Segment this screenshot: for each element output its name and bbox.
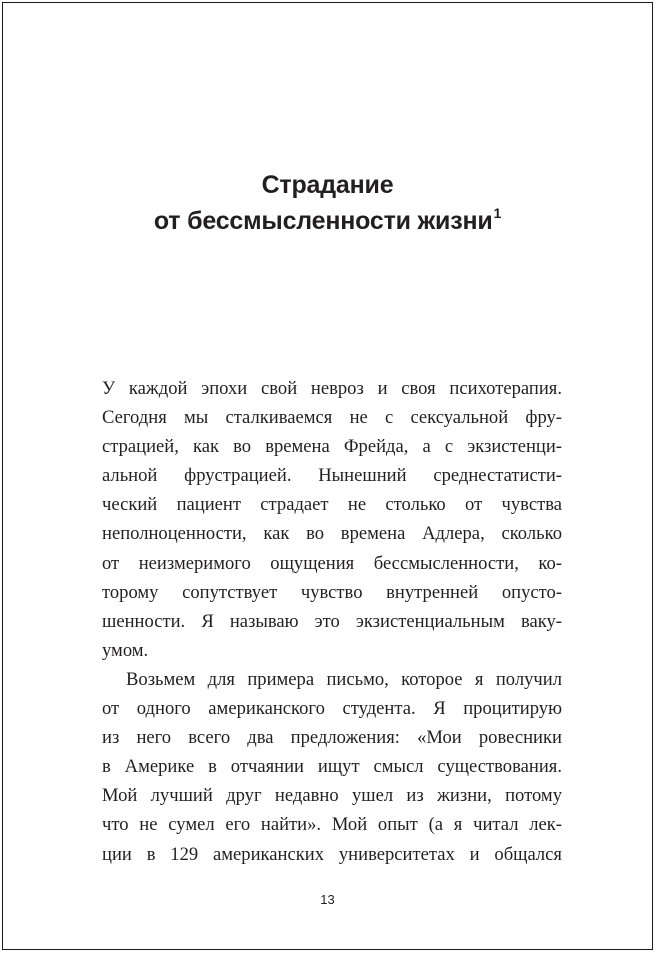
page-number: 13 (320, 892, 335, 907)
footnote-reference: 1 (493, 204, 502, 221)
text-line: шенности. Я называю это экзистенциальным ваку- (102, 610, 562, 632)
text-line: Мой лучший друг недавно ушел из жизни, потому (102, 785, 562, 807)
text-line: что не сумел его найти». Мой опыт (а я читал лек- (102, 814, 562, 836)
text-line: Возьмем для примера письмо, которое я получил (126, 668, 562, 690)
book-page (2, 2, 653, 950)
text-line: в Америке в отчаянии ищут смысл существования. (102, 756, 562, 778)
chapter-title-line-1: Страдание (261, 171, 394, 199)
text-line: ческий пациент страдает не столько от чувства (102, 494, 562, 516)
text-line: от одного американского студента. Я процитирую (102, 698, 562, 720)
paragraph-2 (102, 665, 562, 869)
chapter-title-line-2-text: от бессмысленности жизни (153, 207, 493, 235)
chapter-title (3, 167, 652, 239)
paragraph-1 (102, 374, 562, 665)
text-line: от неизмеримого ощущения бессмысленности, ко- (102, 552, 562, 574)
text-line: У каждой эпохи свой невроз и своя психотерапия. (102, 378, 562, 399)
text-line: альной фрустрацией. Нынешний среднестатисти- (102, 465, 562, 487)
text-line: неполноценности, как во времена Адлера, сколько (102, 523, 562, 545)
text-line: страцией, как во времена Фрейда, а с экзистенци- (102, 436, 562, 458)
text-line: из него всего два предложения: «Мои ровесники (102, 727, 562, 749)
text-line: Сегодня мы сталкиваемся не с сексуальной фру- (102, 407, 562, 429)
chapter-title-line-2 (3, 203, 652, 239)
text-line: умом. (102, 639, 149, 661)
text-line: ции в 129 американских университетах и общался (102, 843, 562, 865)
body-text (102, 374, 562, 869)
text-line: торому сопутствует чувство внутренней опусто- (102, 581, 562, 603)
